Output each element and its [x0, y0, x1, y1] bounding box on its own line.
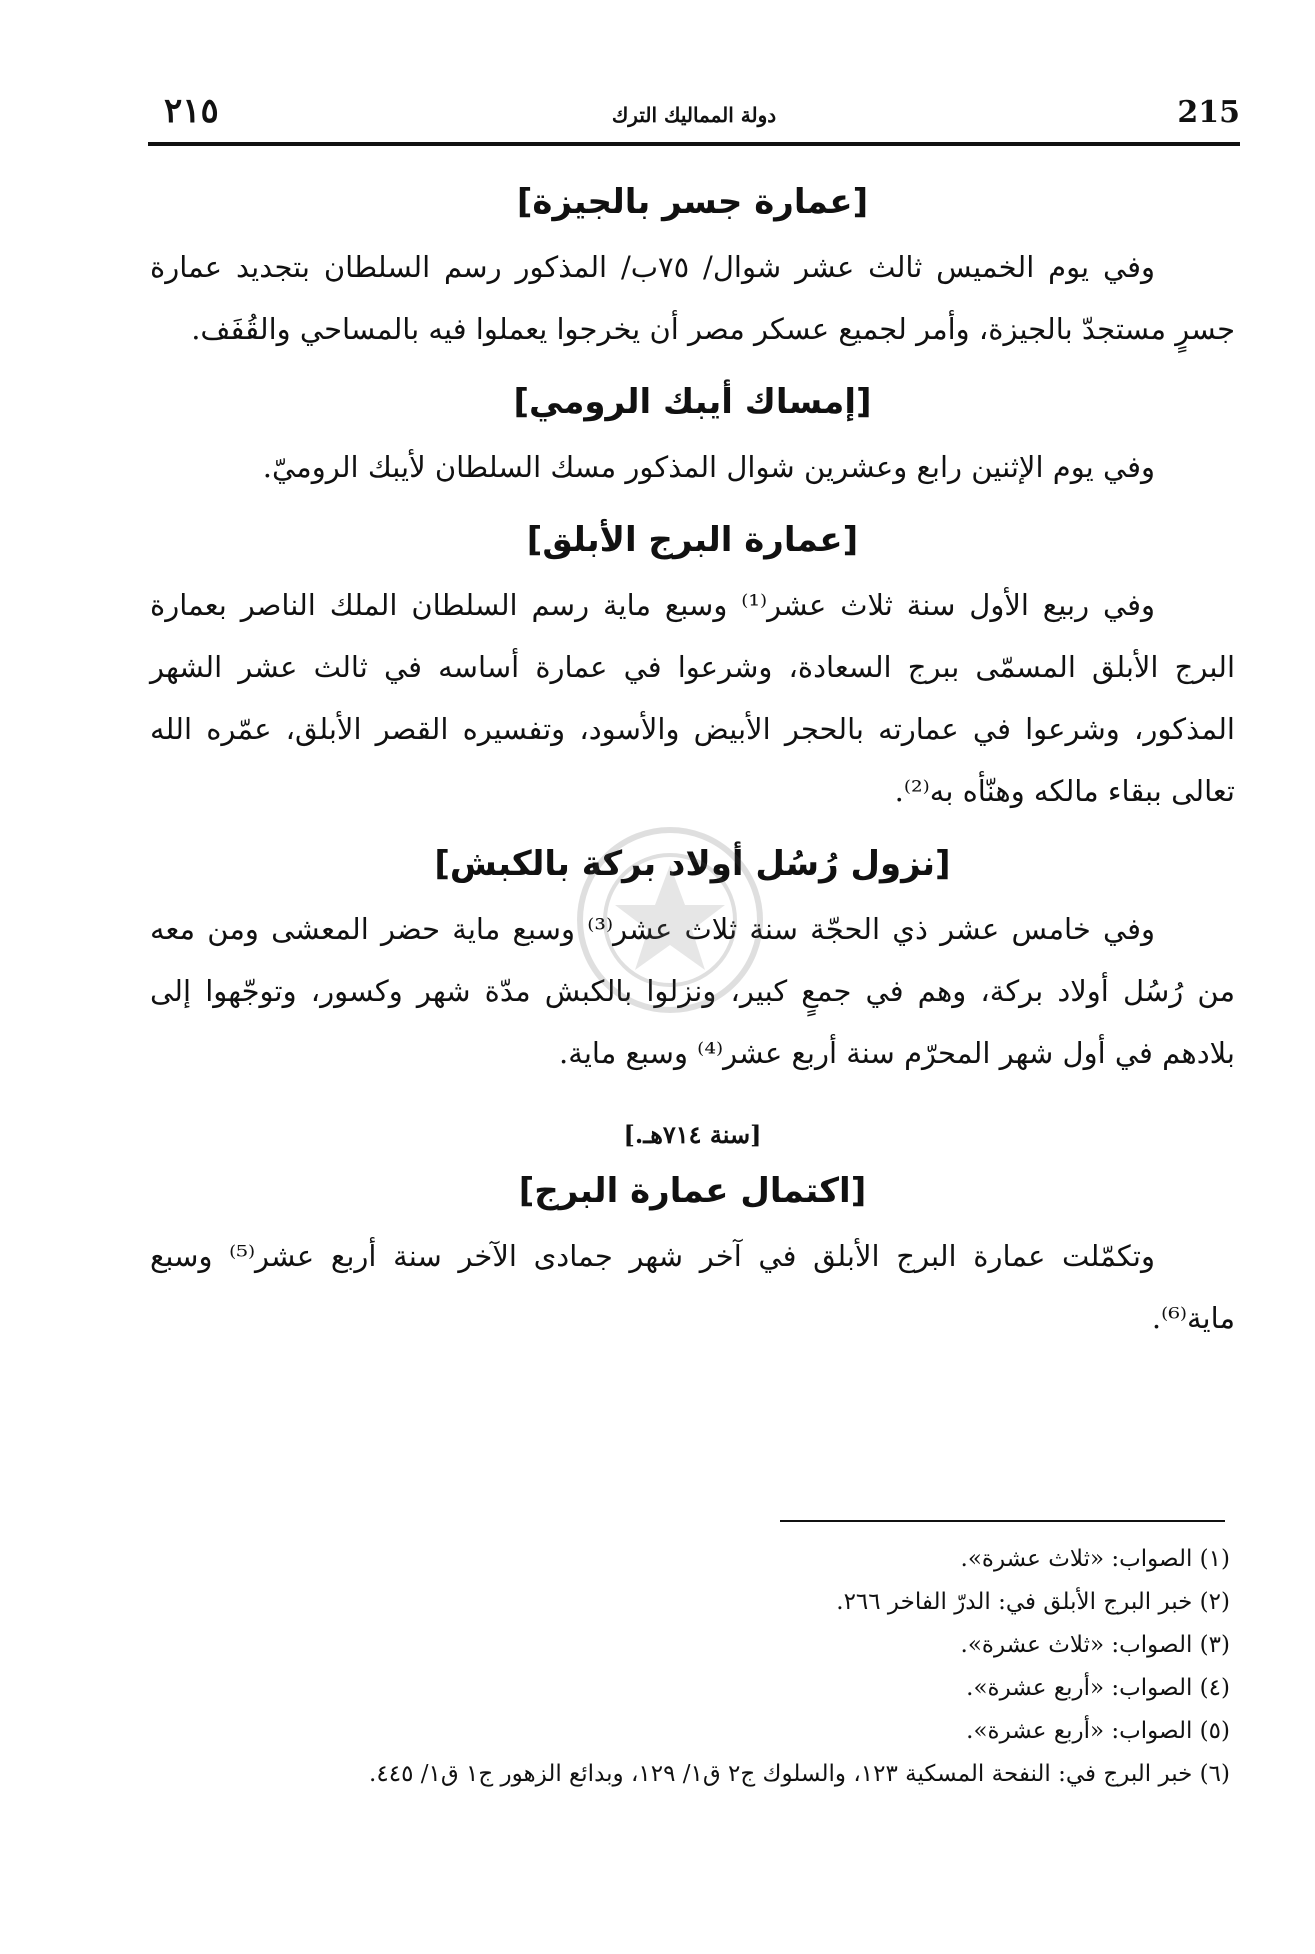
page-number-latin: 215 [1177, 95, 1240, 130]
section-title-tower: [عمارة البرج الأبلق] [526, 520, 859, 560]
library-watermark-icon [570, 820, 770, 1020]
section-paragraph-envoys: وفي خامس عشر ذي الحجّة سنة ثلاث عشر⁽³⁾ وسبع ماية حضر المعشى ومن معه من رُسُل أولاد بركة، وهم في جمعٍ كبير، ونزلوا بالكبش مدّة شهر وكسور، وتوجّهوا إلى بلادهم في أول شهر المحرّم سنة أربع عشر⁽⁴⁾ وسبع ماية. [150, 912, 1235, 1070]
section-title-bridge: [عمارة جسر بالجيزة] [516, 182, 869, 222]
footnote-6: (٦) خبر البرج في: النفحة المسكية ١٢٣، والسلوك ج٢ ق١/ ١٢٩، وبدائع الزهور ج١ ق١/ ٤٤٥. [369, 1761, 1230, 1787]
section-paragraph-bridge: وفي يوم الخميس ثالث عشر شوال/ ٧٥ب/ المذكور رسم السلطان بتجديد عمارة جسرٍ مستجدّ بالجيزة، وأمر لجميع عسكر مصر أن يخرجوا يعملوا فيه بالمساحي والقُفَف. [150, 250, 1235, 346]
section-paragraph-aybak: وفي يوم الإثنين رابع وعشرين شوال المذكور مسك السلطان لأيبك الروميّ. [262, 450, 1155, 484]
section-title-envoys: [نزول رُسُل أولاد بركة بالكبش] [434, 844, 951, 884]
footnote-4: (٤) الصواب: «أربع عشرة». [966, 1675, 1230, 1701]
header-rule [148, 142, 1240, 146]
page-number-arabic: ٢١٥ [164, 91, 219, 131]
footnote-1: (١) الصواب: «ثلاث عشرة». [960, 1546, 1230, 1572]
footnote-5: (٥) الصواب: «أربع عشرة». [966, 1718, 1230, 1744]
body-text [150, 160, 1235, 1349]
year-heading: [سنة ٧١٤هـ.] [623, 1120, 762, 1149]
section-paragraph-tower-completion: وتكمّلت عمارة البرج الأبلق في آخر شهر جمادى الآخر سنة أربع عشر⁽⁵⁾ وسبع ماية⁽⁶⁾. [150, 1239, 1235, 1335]
running-title: دولة المماليك الترك [611, 103, 777, 127]
section-paragraph-tower: وفي ربيع الأول سنة ثلاث عشر⁽¹⁾ وسبع ماية رسم السلطان الملك الناصر بعمارة البرج الأبلق المسمّى ببرج السعادة، وشرعوا في عمارة أساسه في ثالث عشر الشهر المذكور، وشرعوا في عمارته بالحجر الأبيض والأسود، وتفسيره القصر الأبلق، عمّره الله تعالى ببقاء مالكه وهنّأه به⁽²⁾. [150, 588, 1235, 808]
section-title-aybak: [إمساك أيبك الرومي] [513, 382, 872, 422]
page-header [148, 91, 1240, 145]
footnote-3: (٣) الصواب: «ثلاث عشرة». [960, 1632, 1230, 1658]
footnote-rule [780, 1520, 1225, 1522]
footnotes [140, 1538, 1230, 1796]
section-title-tower-completion: [اكتمال عمارة البرج] [518, 1171, 867, 1211]
footnote-2: (٢) خبر البرج الأبلق في: الدرّ الفاخر ٢٦٦. [836, 1589, 1230, 1615]
